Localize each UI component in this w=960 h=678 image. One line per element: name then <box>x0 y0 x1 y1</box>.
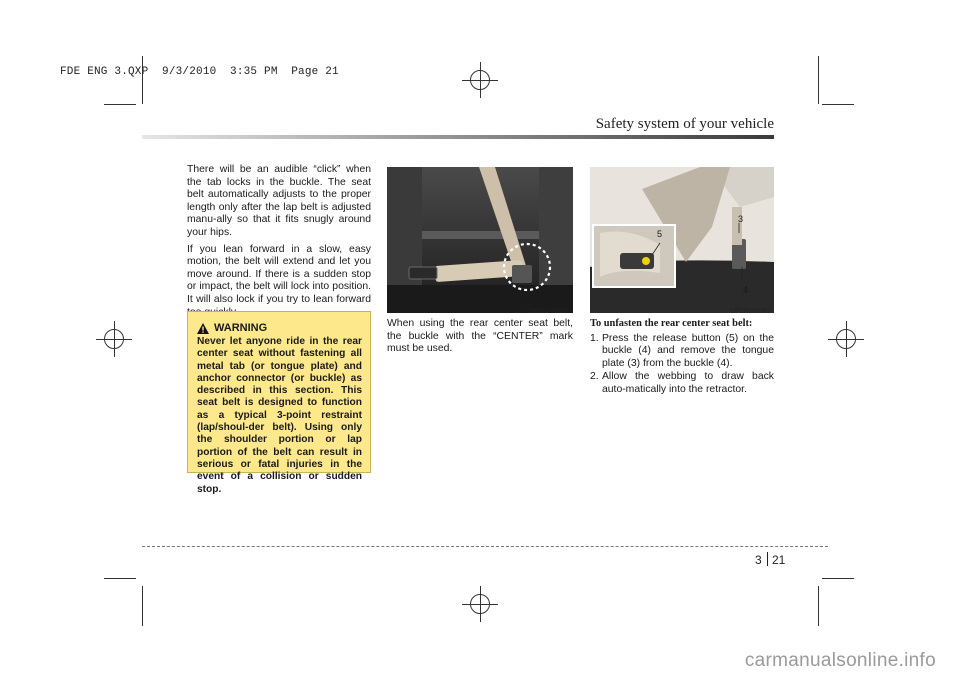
callout-tongue-plate: 3 <box>738 214 744 224</box>
header-rule <box>142 135 774 139</box>
crop-mark <box>104 578 136 579</box>
body-paragraph: If you lean forward in a slow, easy motion, the belt will extend and let you move around. If there is a sudden stop or impact, the belt will lock into position. It will also lock if you try to lean forward <box>187 243 371 305</box>
crop-mark <box>822 104 854 105</box>
procedure-step <box>590 333 774 371</box>
right-column-text <box>590 318 774 397</box>
buckle-release-photo <box>590 167 774 313</box>
crop-mark <box>818 56 819 104</box>
warning-title: WARNING <box>214 322 268 334</box>
crop-mark <box>822 578 854 579</box>
warning-triangle-icon <box>197 323 209 334</box>
crop-mark <box>818 586 819 626</box>
callout-release-button: 5 <box>657 229 663 239</box>
seat-photo-illustration <box>387 167 573 313</box>
registration-mark-icon <box>96 321 132 357</box>
page-number-separator <box>767 552 768 566</box>
body-paragraph: There will be an audible “click” when the tab locks in the buckle. The seat belt automatically adjusts to the proper length only after the lap belt is adjusted manu-ally so that it fits snugly around your hips. <box>187 164 371 238</box>
registration-mark-icon <box>462 62 498 98</box>
crop-mark <box>142 56 143 104</box>
crop-mark <box>142 586 143 626</box>
middle-column-text: When using the rear center seat belt, the buckle with the “CENTER” mark must be used. <box>387 318 573 355</box>
warning-header <box>197 322 362 334</box>
print-slug: FDE ENG 3.QXP 9/3/2010 3:35 PM Page 21 <box>60 66 339 78</box>
rear-seat-belt-photo <box>387 167 573 313</box>
chapter-number: 3 <box>755 553 762 567</box>
step-text: Press the release button (5) on the buckle (4) and remove the tongue plate (3) from the buckle (4). <box>602 332 774 369</box>
left-column <box>187 164 371 323</box>
image-code: OFD037056 <box>527 306 568 315</box>
warning-box <box>187 311 371 495</box>
procedure-step <box>590 371 774 396</box>
step-number: 1. <box>590 332 599 344</box>
registration-mark-icon <box>828 321 864 357</box>
callout-buckle: 4 <box>743 285 749 295</box>
watermark: carmanualsonline.info <box>744 650 936 671</box>
warning-text: Never let anyone ride in the rear center seat without fastening all metal tab (or tongue plate) and anchor connector (or buckle) as described in this section. This seat belt is designed to function as a typical 3-point restraint (lap/shoul-der belt). Using only the shoulder portion or lap portion of the belt can result in serious or fatal injuries in the event of a collision or sudden stop. <box>197 336 362 495</box>
page-number: 21 <box>772 553 786 567</box>
registration-mark-icon <box>462 586 498 622</box>
section-title: Safety system of your vehicle <box>595 116 774 132</box>
step-text: Allow the webbing to draw back auto-matically into the retractor. <box>602 371 774 395</box>
step-number: 2. <box>590 371 599 383</box>
crop-mark <box>104 104 136 105</box>
image-code: OFD037057 <box>730 306 771 315</box>
procedure-heading: To unfasten the rear center seat belt: <box>590 318 753 329</box>
footer-rule <box>142 546 828 547</box>
